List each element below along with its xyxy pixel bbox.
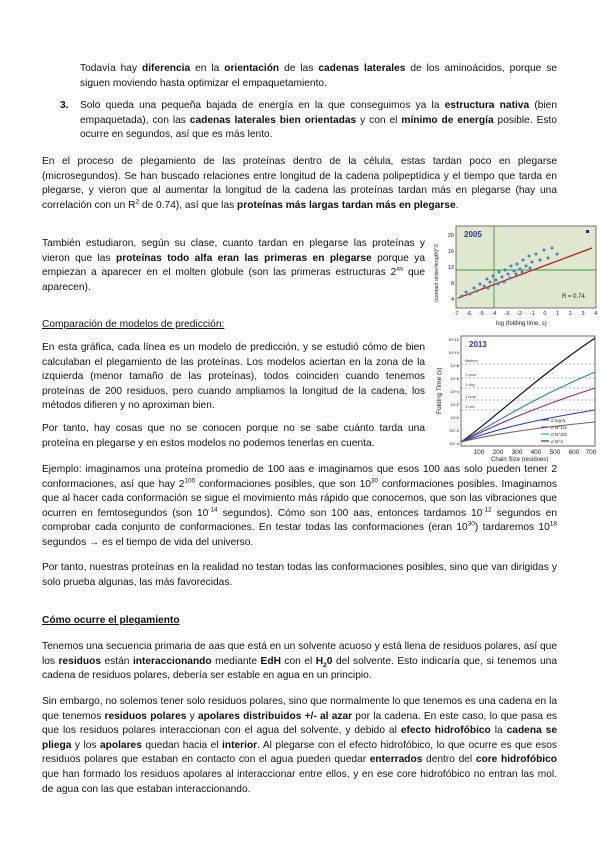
x-tick: -4 [491, 311, 497, 317]
band-label: 1 min [465, 404, 475, 409]
x-tick: 600 [568, 449, 580, 456]
y-tick: 10^6 [450, 376, 459, 381]
heading-model-comparison: Comparación de modelos de predicción: [42, 319, 225, 330]
x-tick: 1 [556, 311, 560, 317]
x-tick: -5 [478, 311, 484, 317]
x-tick: 100 [473, 449, 485, 456]
x-tick: 300 [511, 449, 523, 456]
y-tick: 10^4 [450, 389, 459, 394]
x-axis-label: Chain Size (residues) [491, 457, 549, 462]
band-label: lifetime [465, 358, 478, 363]
x-tick-labels [474, 449, 597, 456]
x-tick: 400 [530, 449, 542, 456]
y-tick: 20 [447, 233, 454, 239]
x-tick: -2 [517, 311, 522, 317]
figure-year-label: 2005 [464, 230, 482, 239]
paragraph-hydrophobic-effect: Sin embargo, no solemos tener solo residuos polares, sino que normalmente lo que tenemos es una cadena en la que tenemos residuos polares y apolares distribuidos +/- al azar por la cadena. En este caso, lo que pasa es que los residuos polares interaccionan con el agua del solvente, y debido al efecto hidrofóbico la cadena se pliega y los apolares quedan hacia el interior. Al plegarse con el efecto hidrofóbico, lo que ocurre es que esos residuos polares que estaban en contacto con el agua pueden quedar enterrados dentro del core hidrofóbico que han formado los residuos apolares al interaccionar entre ellos, y en ese core hidrofóbico no entran las mol. de agua con las que estaban interaccionando. [42, 696, 558, 795]
legend-entry: σ log N [551, 418, 566, 423]
y-tick: 10^10 [448, 350, 459, 355]
y-tick: 8 [450, 281, 454, 287]
x-tick: 0 [543, 311, 547, 317]
x-tick-labels [454, 311, 598, 317]
x-tick: 3 [581, 311, 585, 317]
y-tick: 10^8 [450, 363, 459, 368]
paragraph-primary-sequence: Tenemos una secuencia primaria de aas que está en un solvente acuoso y está llena de residuos polares, así que los residuos están interaccionando mediante EdH con el $H_20$ del solvente. Esto indicaría que, si tenemos una cadena de residuos polares, debería ser estable en agua en un principio. [42, 641, 557, 682]
paragraph-protein-class: También estudiaron, según su clase, cuanto tardan en plegarse las proteínas y vieron que las proteínas todo alfa eran las primeras en plegarse porque ya empiezan a aparecer en el molten globule (son las primeras estructuras $2^{as}$ que aparecen). [42, 238, 426, 293]
y-tick: 10^2 [450, 402, 459, 407]
x-tick: -6 [466, 311, 472, 317]
figure-year-label: 2013 [469, 340, 487, 349]
list-item-native-structure: Solo queda una pequeña bajada de energía en la que conseguimos ya la estructura nativa (bien empaquetada), con las cadenas laterales bien orientadas y con el mínimo de energía posible. Esto ocurre en segundos, así que es más lento. [80, 100, 557, 141]
x-tick: 200 [492, 449, 504, 456]
figure-folding-scatter-2005 [430, 224, 600, 328]
paragraph-orientation: Todavía hay diferencia en la orientación de las cadenas laterales de los aminoácidos, porque se siguen moviendo hasta optimizar el empaquetamiento. [80, 63, 557, 89]
y-tick: 10^0 [450, 415, 459, 420]
y-tick-labels [448, 337, 460, 446]
y-tick: 16 [447, 249, 454, 255]
outlier-point [586, 230, 589, 233]
heading-how-folding-occurs: Cómo ocurre el plegamiento [42, 615, 180, 626]
x-tick: -1 [529, 311, 535, 317]
paragraph-example-conformations: Ejemplo: imaginamos una proteína promedio de 100 aas e imaginamos que esos 100 aas solo pueden tener 2 conformaciones, así que hay $2^{100}$ conformaciones posibles, que son $10^{30}$ conformaciones posibles. Imaginamos que al hacer cada conformación se sigue el movimiento más rápido que conocemos, que son las vibraciones que ocurren en femtosegundos (son $10^{-14}$ segundos). Cómo son 100 aas, entonces tardamos $10^{-12}$ segundos en comprobar cada conjunto de conformaciones. En testar todas las conformaciones (eran $10^{30}$) tardaremos $10^{18}$ segundos → es el tiempo de vida del universo. [42, 464, 557, 548]
paragraph-directed-folding: Por tanto, nuestras proteínas en la realidad no testan todas las conformaciones posibles, sino que van dirigidas y solo prueba algunas, las más favorecidas. [42, 562, 557, 588]
legend-entry: σ N^4 [551, 439, 563, 444]
paragraph-prediction-graph: En esta gráfica, cada línea es un modelo de predicción, y se estudió cómo de bien calculaban el plegamiento de las proteínas. Los modelos aciertan en la zona de la izquierda (menor tamaño de las proteínas), todos coinciden cuando tenemos proteínas de 200 residuos, pero cuando ampliamos la longitud de la cadena, los métodos difieren y no aproximan bien. [42, 342, 425, 412]
y-tick: 10^-4 [449, 441, 459, 446]
paragraph-unknown-factors: Por tanto, hay cosas que no se conocen porque no se sabe cuánto tarda una proteína en plegarse y en estos modelos no podemos tenerlas en cuenta. [42, 423, 425, 449]
y-tick: 10^12 [448, 337, 459, 342]
figure-folding-time-models-2013 [433, 330, 599, 462]
band-label: 1 year [465, 372, 477, 377]
y-tick: 10^-2 [449, 428, 459, 433]
r-value-label: R = 0.74 [562, 294, 585, 300]
x-tick: 4 [594, 311, 598, 317]
x-tick: 500 [549, 449, 561, 456]
x-tick: -3 [504, 311, 510, 317]
paragraph-folding-length: En el proceso de plegamiento de las proteínas dentro de la célula, estas tardan poco en plegarse (microsegundos). Se han buscado relaciones entre longitud de la cadena polipeptídica y el tiempo que tarda en plegarse, y vieron que al aumentar la longitud de la cadena las proteínas tardan más en plegarse (hay una correlación con un $R^2$ de 0.74), así que las proteínas más largas tardan más en plegarse. [42, 156, 557, 211]
x-tick: -7 [453, 311, 459, 317]
y-axis-label: Folding Time (s) [436, 367, 443, 414]
x-tick: 700 [585, 449, 597, 456]
y-tick: 12 [447, 265, 454, 271]
list-number: 3. [60, 100, 69, 111]
band-label: 1 day [465, 382, 475, 387]
band-label: 1 hour [465, 394, 477, 399]
y-tick-labels [448, 233, 454, 303]
legend-entry: σ N^2/3 [551, 432, 567, 437]
x-axis-label: log (folding time, s) [496, 321, 547, 327]
x-tick: 2 [568, 311, 572, 317]
y-tick: 4 [450, 297, 454, 303]
y-axis-label: (contact order/length)^2 [434, 244, 440, 302]
legend-entry: σ N^1/2 [551, 425, 567, 430]
